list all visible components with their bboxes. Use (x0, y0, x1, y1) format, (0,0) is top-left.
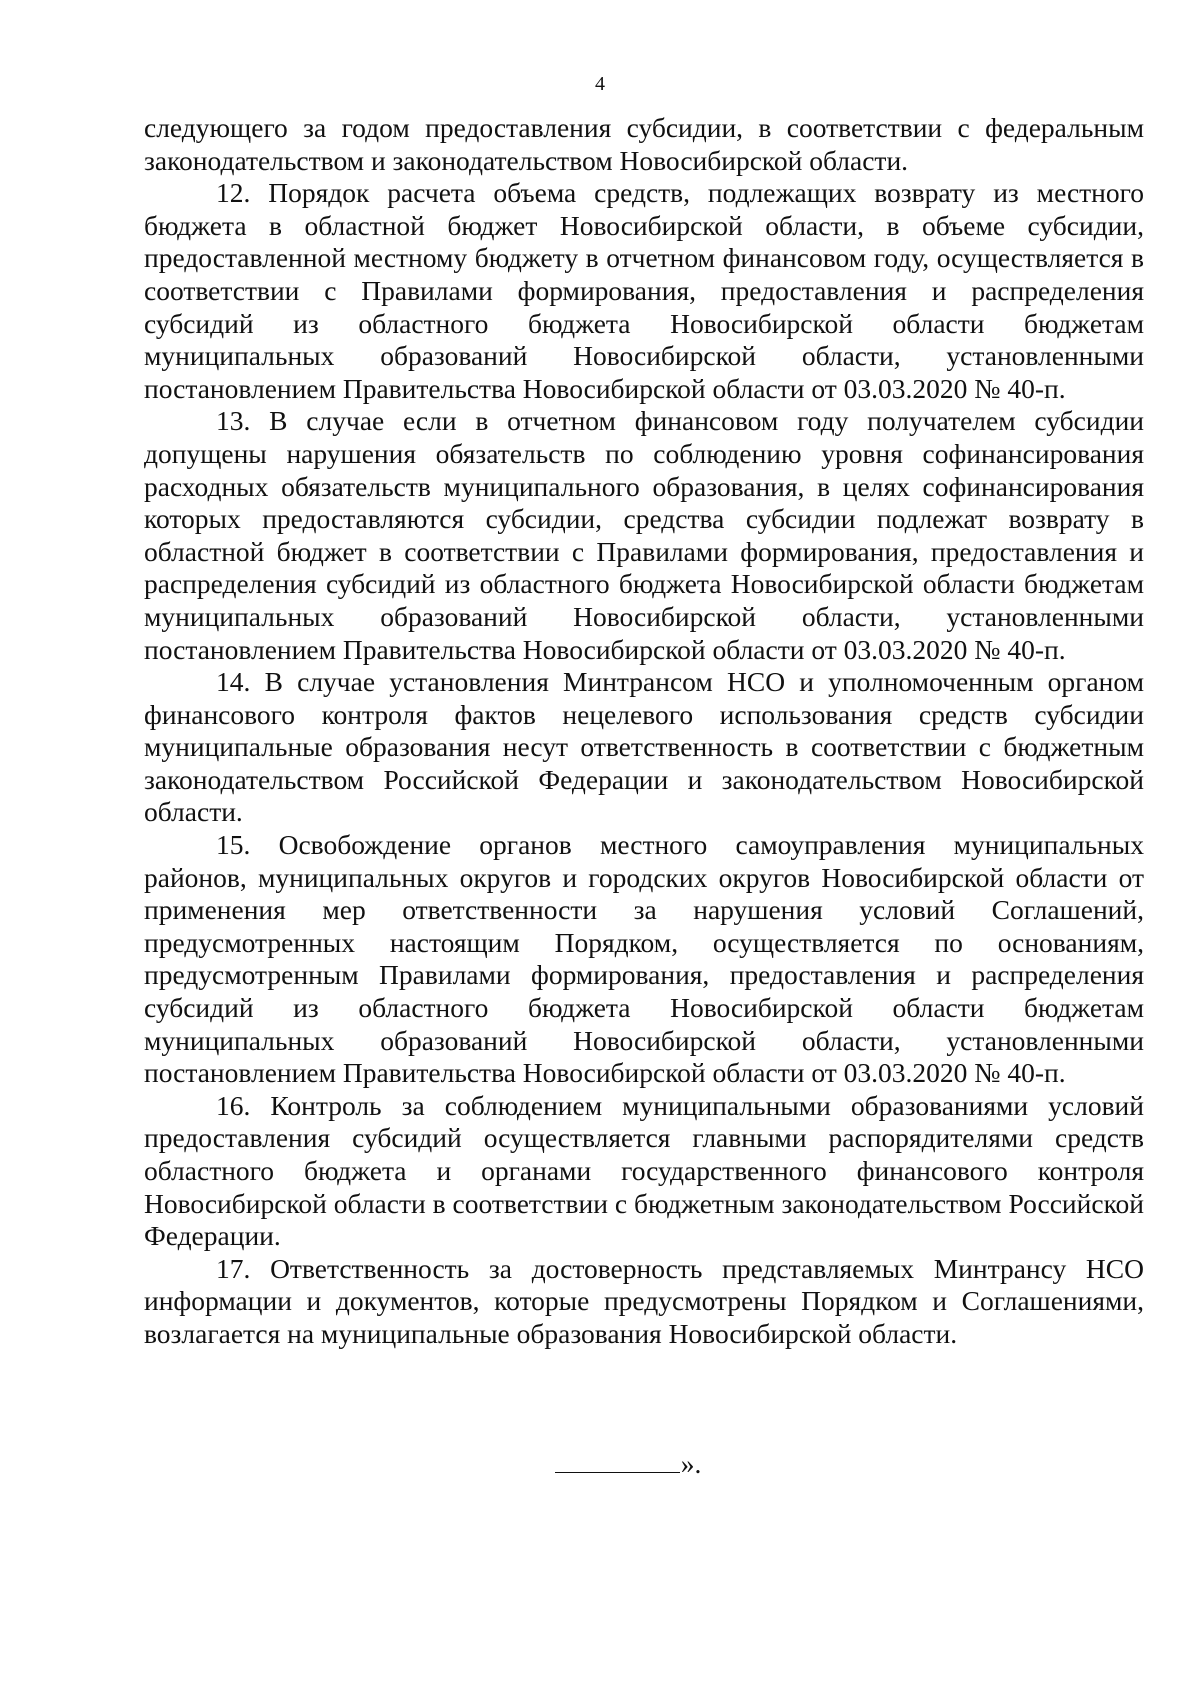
closing-quote-mark: ». (680, 1448, 702, 1479)
page-number: 4 (595, 73, 605, 95)
closing-line (0, 1448, 1200, 1480)
paragraph-16: 16. Контроль за соблюдением муниципальными образованиями условий предоставления субсидий осуществляется главными распорядителями средств областного бюджета и органами государственного финансового контроля Новосибирской области в соответствии с бюджетным законодательством Российской Федерации. (144, 1089, 1144, 1252)
paragraph-13: 13. В случае если в отчетном финансовом году получателем субсидии допущены нарушения обязательств по соблюдению уровня софинансирования расходных обязательств муниципального образования, в целях софинансирования которых предоставляются субсидии, средства субсидии подлежат возврату в областной бюджет в соответствии с Правилами формирования, предоставления и распределения субсидий из областного бюджета Новосибирской области бюджетам муниципальных образований Новосибирской области, установленными постановлением Правительства Новосибирской области от 03.03.2020 № 40-п. (144, 405, 1144, 665)
document-body (144, 112, 1144, 1351)
paragraph-14: 14. В случае установления Минтрансом НСО и уполномоченным органом финансового контроля фактов нецелевого использования средств субсидии муниципальные образования несут ответственность в соответствии с бюджетным законодательством Российской Федерации и законодательством Новосибирской области. (144, 666, 1144, 828)
signature-underline (555, 1448, 680, 1473)
paragraph-12: 12. Порядок расчета объема средств, подлежащих возврату из местного бюджета в областной бюджет Новосибирской области, в объеме субсидии, предоставленной местному бюджету в отчетном финансовом году, осуществляется в соответствии с Правилами формирования, предоставления и распределения субсидий из областного бюджета Новосибирской области бюджетам муниципальных образований Новосибирской области, установленными постановлением Правительства Новосибирской области от 03.03.2020 № 40-п. (144, 177, 1144, 404)
paragraph-continuation: следующего за годом предоставления субсидии, в соответствии с федеральным законодательством и законодательством Новосибирской области. (144, 112, 1144, 176)
paragraph-15: 15. Освобождение органов местного самоуправления муниципальных районов, муниципальных округов и городских округов Новосибирской области от применения мер ответственности за нарушения условий Соглашений, предусмотренных настоящим Порядком, осуществляется по основаниям, предусмотренным Правилами формирования, предоставления и распределения субсидий из областного бюджета Новосибирской области бюджетам муниципальных образований Новосибирской области, установленными постановлением Правительства Новосибирской области от 03.03.2020 № 40-п. (144, 829, 1144, 1089)
paragraph-17: 17. Ответственность за достоверность представляемых Минтрансу НСО информации и документов, которые предусмотрены Порядком и Соглашениями, возлагается на муниципальные образования Новосибирской области. (144, 1252, 1144, 1349)
